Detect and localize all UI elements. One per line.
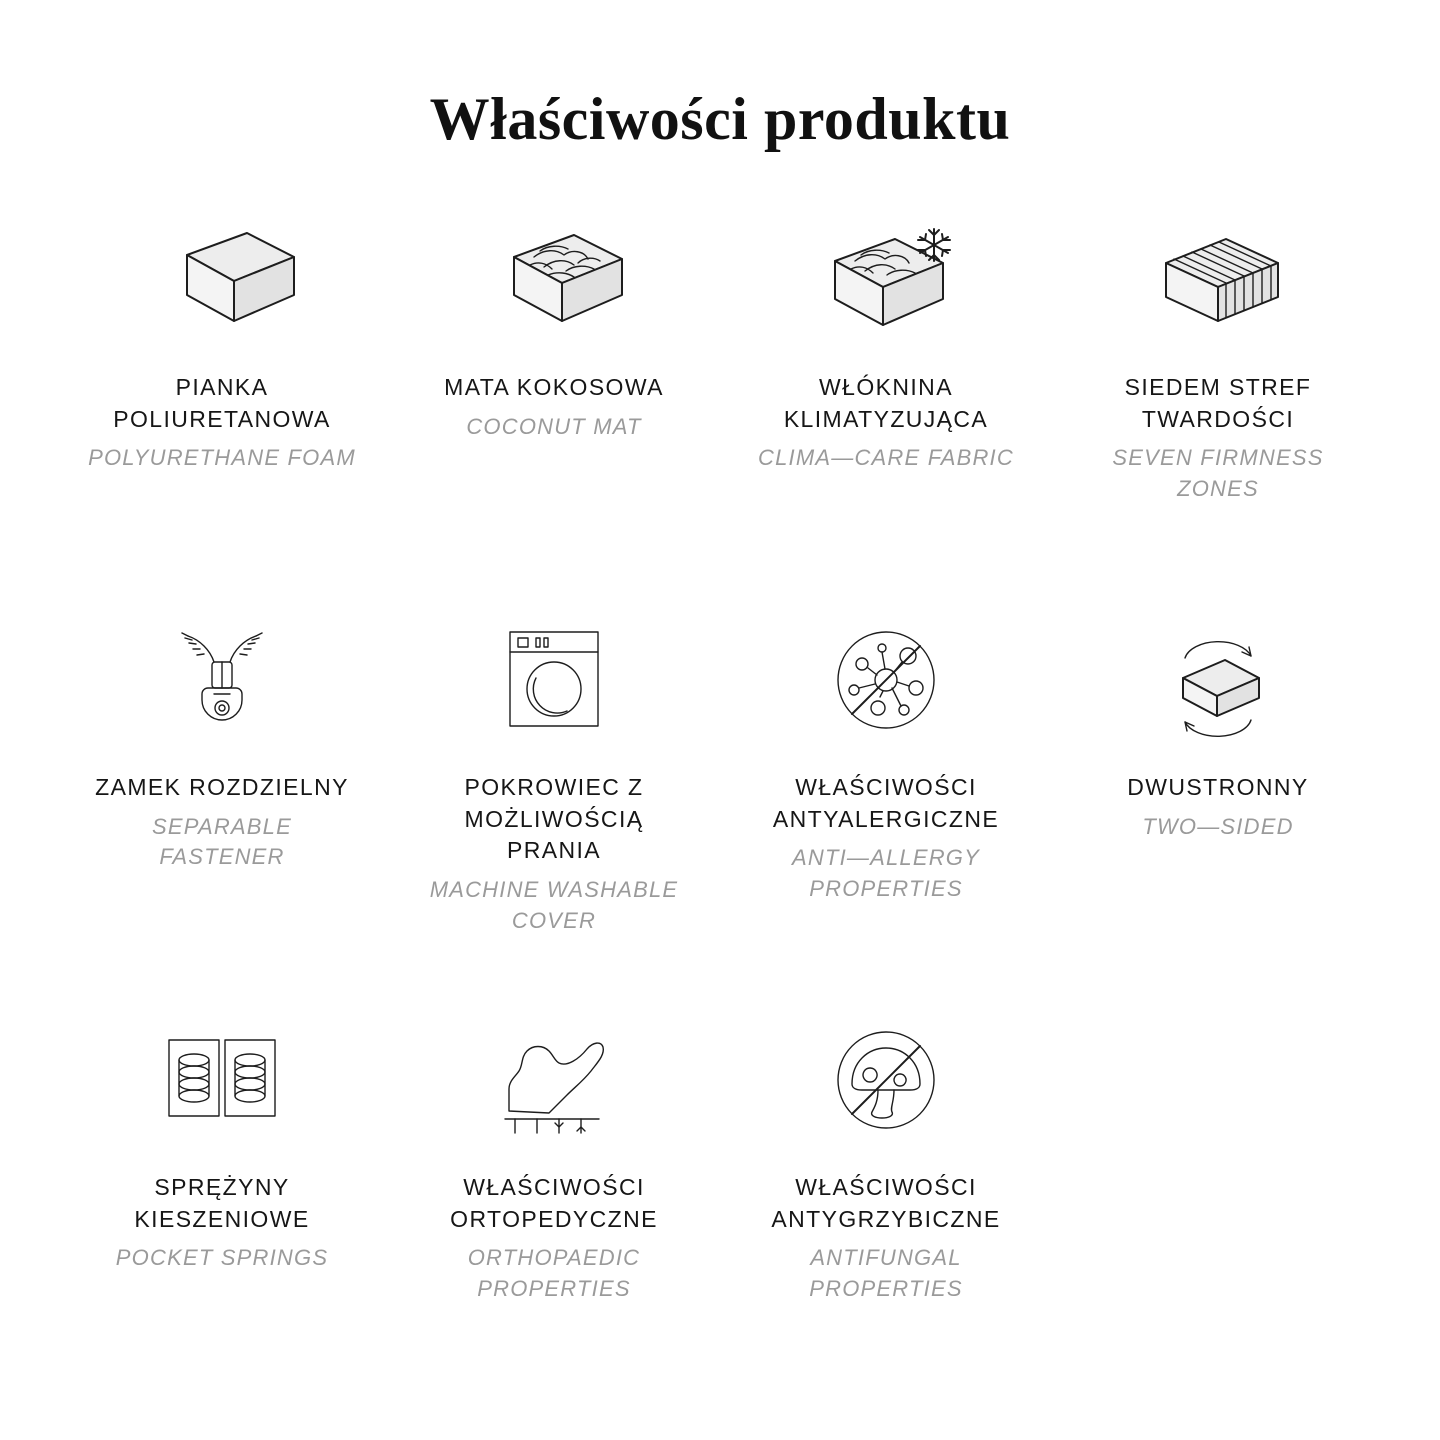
feature-label-pl: WŁÓKNINA KLIMATYZUJĄCA: [783, 374, 989, 432]
feature-label-en: SEPARABLE FASTENER: [151, 813, 292, 870]
feature-item-pocket-springs: [56, 1014, 388, 1414]
zipper-icon: [122, 614, 322, 746]
feature-item-antifungal: [720, 1014, 1052, 1414]
feature-item-anti-allergy: [720, 614, 1052, 1014]
feature-item-two-sided: [1052, 614, 1384, 1014]
features-grid: [0, 214, 1440, 1414]
feature-label-en: ANTIFUNGAL PROPERTIES: [809, 1245, 963, 1301]
feature-label-en: TWO—SIDED: [1142, 813, 1294, 839]
seven-zones-icon: [1118, 214, 1318, 346]
feature-label-en: CLIMA—CARE FABRIC: [758, 445, 1014, 471]
feature-label-pl: WŁAŚCIWOŚCI ANTYGRZYBICZNE: [771, 1174, 1001, 1232]
feature-item-orthopaedic: [388, 1014, 720, 1414]
feature-label-en: POLYURETHANE FOAM: [88, 445, 356, 471]
feature-label-pl: DWUSTRONNY: [1127, 774, 1309, 800]
feature-label-pl: WŁAŚCIWOŚCI ORTOPEDYCZNE: [450, 1174, 658, 1232]
coconut-mat-icon: [454, 214, 654, 346]
anti-allergy-icon: [786, 614, 986, 746]
pocket-springs-icon: [122, 1014, 322, 1146]
feature-label-pl: ZAMEK ROZDZIELNY: [95, 774, 349, 800]
feature-label-pl: SPRĘŻYNY KIESZENIOWE: [134, 1174, 310, 1232]
feature-label-en: SEVEN FIRMNESS ZONES: [1112, 445, 1324, 501]
feature-label-pl: WŁAŚCIWOŚCI ANTYALERGICZNE: [772, 774, 1000, 832]
washing-machine-icon: [454, 614, 654, 746]
page-title: Właściwości produktu: [429, 86, 1011, 152]
feature-label-en: ANTI—ALLERGY PROPERTIES: [791, 845, 980, 901]
feature-label-en: COCONUT MAT: [466, 413, 642, 439]
clima-care-fabric-icon: [786, 214, 986, 346]
orthopaedic-icon: [454, 1014, 654, 1146]
feature-item-coconut-mat: [388, 214, 720, 614]
feature-item-polyurethane-foam: [56, 214, 388, 614]
two-sided-icon: [1118, 614, 1318, 746]
feature-label-en: ORTHOPAEDIC PROPERTIES: [467, 1245, 641, 1301]
feature-label-pl: SIEDEM STREF TWARDOŚCI: [1124, 374, 1312, 432]
feature-label-en: MACHINE WASHABLE COVER: [429, 877, 679, 933]
feature-item-seven-zones: [1052, 214, 1384, 614]
feature-label-pl: POKROWIEC Z MOŻLIWOŚCIĄ PRANIA: [464, 774, 644, 864]
feature-item-machine-washable-cover: [388, 614, 720, 1014]
feature-label-pl: MATA KOKOSOWA: [444, 374, 664, 400]
antifungal-icon: [786, 1014, 986, 1146]
feature-item-separable-fastener: [56, 614, 388, 1014]
feature-label-pl: PIANKA POLIURETANOWA: [113, 374, 331, 432]
feature-item-clima-care-fabric: [720, 214, 1052, 614]
feature-label-en: POCKET SPRINGS: [115, 1245, 329, 1271]
foam-block-icon: [122, 214, 322, 346]
